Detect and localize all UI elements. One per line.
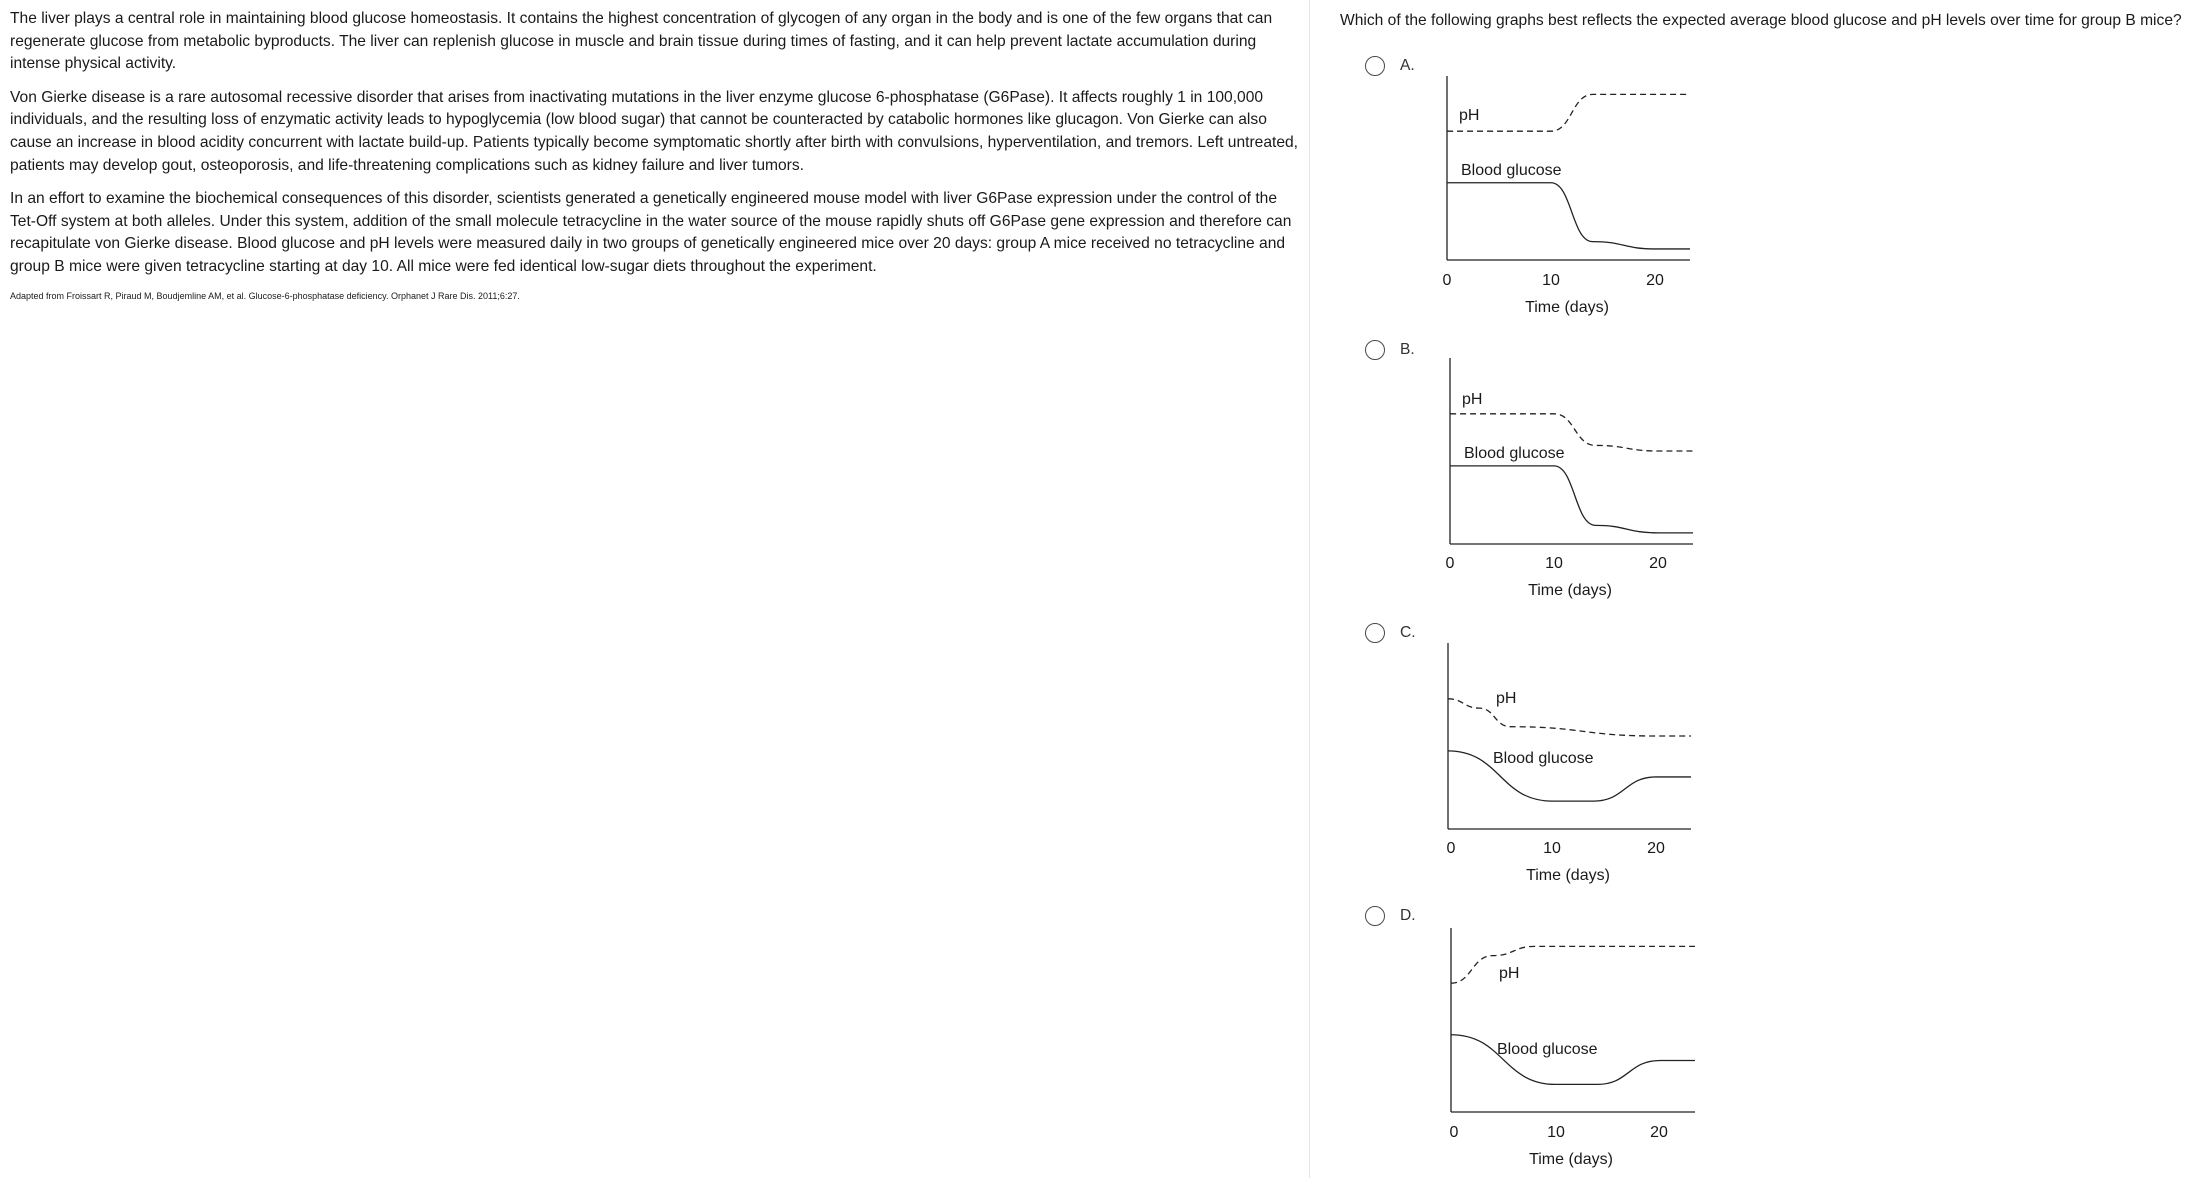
tick-label-10: 10 bbox=[1543, 840, 1561, 857]
ph-line bbox=[1448, 699, 1691, 736]
passage-paragraph: Von Gierke disease is a rare autosomal recessive disorder that arises from inactivating mutations in the liver enzyme glucose 6-phosphatase (G6Pase). It affects roughly 1 in 100,000 individuals, and the resulting loss of enzymatic activity leads to hypoglycemia (low blood sugar) that cannot be counteracted by catabolic hormones like glucagon. Von Gierke can also cause an increase in blood acidity concurrent with lactate build-up. Patients typically become symptomatic shortly after birth with convulsions, hyperventilation, and tremors. Left untreated, patients may develop gout, osteoporosis, and life-threatening complications such as kidney failure and liver tumors. bbox=[10, 88, 1298, 174]
tick-label-10: 10 bbox=[1547, 1124, 1565, 1141]
tick-label-10: 10 bbox=[1542, 272, 1560, 289]
citation: Adapted from Froissart R, Piraud M, Boudjemline AM, et al. Glucose-6-phosphatase deficiency. Orphanet J Rare Dis. 2011;6:27. bbox=[10, 290, 520, 301]
option-letter: D. bbox=[1400, 907, 1416, 924]
pane-divider[interactable] bbox=[1309, 0, 1310, 1178]
glucose-line bbox=[1447, 183, 1690, 249]
x-axis-label: Time (days) bbox=[1525, 299, 1609, 316]
glucose-label: Blood glucose bbox=[1493, 750, 1594, 767]
option-letter: C. bbox=[1400, 624, 1416, 641]
tick-label-20: 20 bbox=[1650, 1124, 1668, 1141]
question-text: Which of the following graphs best reflects the expected average blood glucose and pH levels over time for group B mice? bbox=[1340, 12, 2182, 29]
option-graph bbox=[1365, 56, 1725, 326]
tick-label-0: 0 bbox=[1449, 1124, 1459, 1141]
option-graph bbox=[1365, 340, 1725, 610]
glucose-line bbox=[1450, 466, 1693, 533]
option-letter: B. bbox=[1400, 341, 1415, 358]
ph-label: pH bbox=[1459, 107, 1480, 124]
tick-label-10: 10 bbox=[1545, 555, 1563, 572]
tick-label-20: 20 bbox=[1649, 555, 1667, 572]
tick-label-20: 20 bbox=[1646, 272, 1664, 289]
tick-label-0: 0 bbox=[1446, 840, 1456, 857]
x-axis-label: Time (days) bbox=[1528, 582, 1612, 599]
option-graph bbox=[1365, 623, 1725, 893]
tick-label-0: 0 bbox=[1445, 555, 1455, 572]
glucose-label: Blood glucose bbox=[1497, 1041, 1598, 1058]
ph-label: pH bbox=[1499, 965, 1520, 982]
tick-label-0: 0 bbox=[1442, 272, 1452, 289]
ph-label: pH bbox=[1496, 690, 1517, 707]
passage-paragraph: In an effort to examine the biochemical consequences of this disorder, scientists generated a genetically engineered mouse model with liver G6Pase expression under the control of the Tet-Off system at both alleles. Under this system, addition of the small molecule tetracycline in the water source of the mouse rapidly shuts off G6Pase gene expression and therefore can recapitulate von Gierke disease. Blood glucose and pH levels were measured daily in two groups of genetically engineered mice over 20 days: group A mice received no tetracycline and group B mice were given tetracycline starting at day 10. All mice were fed identical low-sugar diets throughout the experiment. bbox=[10, 190, 1292, 275]
x-axis-label: Time (days) bbox=[1526, 867, 1610, 884]
ph-label: pH bbox=[1462, 391, 1483, 408]
passage bbox=[10, 8, 1300, 302]
option-letter: A. bbox=[1400, 57, 1415, 74]
x-axis-label: Time (days) bbox=[1529, 1151, 1613, 1168]
tick-label-20: 20 bbox=[1647, 840, 1665, 857]
ph-line bbox=[1451, 946, 1695, 983]
ph-line bbox=[1447, 94, 1690, 131]
option-graph bbox=[1365, 906, 1725, 1176]
passage-paragraph: The liver plays a central role in maintaining blood glucose homeostasis. It contains the highest concentration of glycogen of any organ in the body and is one of the few organs that can regenerate glucose from metabolic byproducts. The liver can replenish glucose in muscle and brain tissue during times of fasting, and it can help prevent lactate accumulation during intense physical activity. bbox=[10, 10, 1273, 73]
glucose-label: Blood glucose bbox=[1464, 445, 1565, 462]
glucose-label: Blood glucose bbox=[1461, 162, 1562, 179]
